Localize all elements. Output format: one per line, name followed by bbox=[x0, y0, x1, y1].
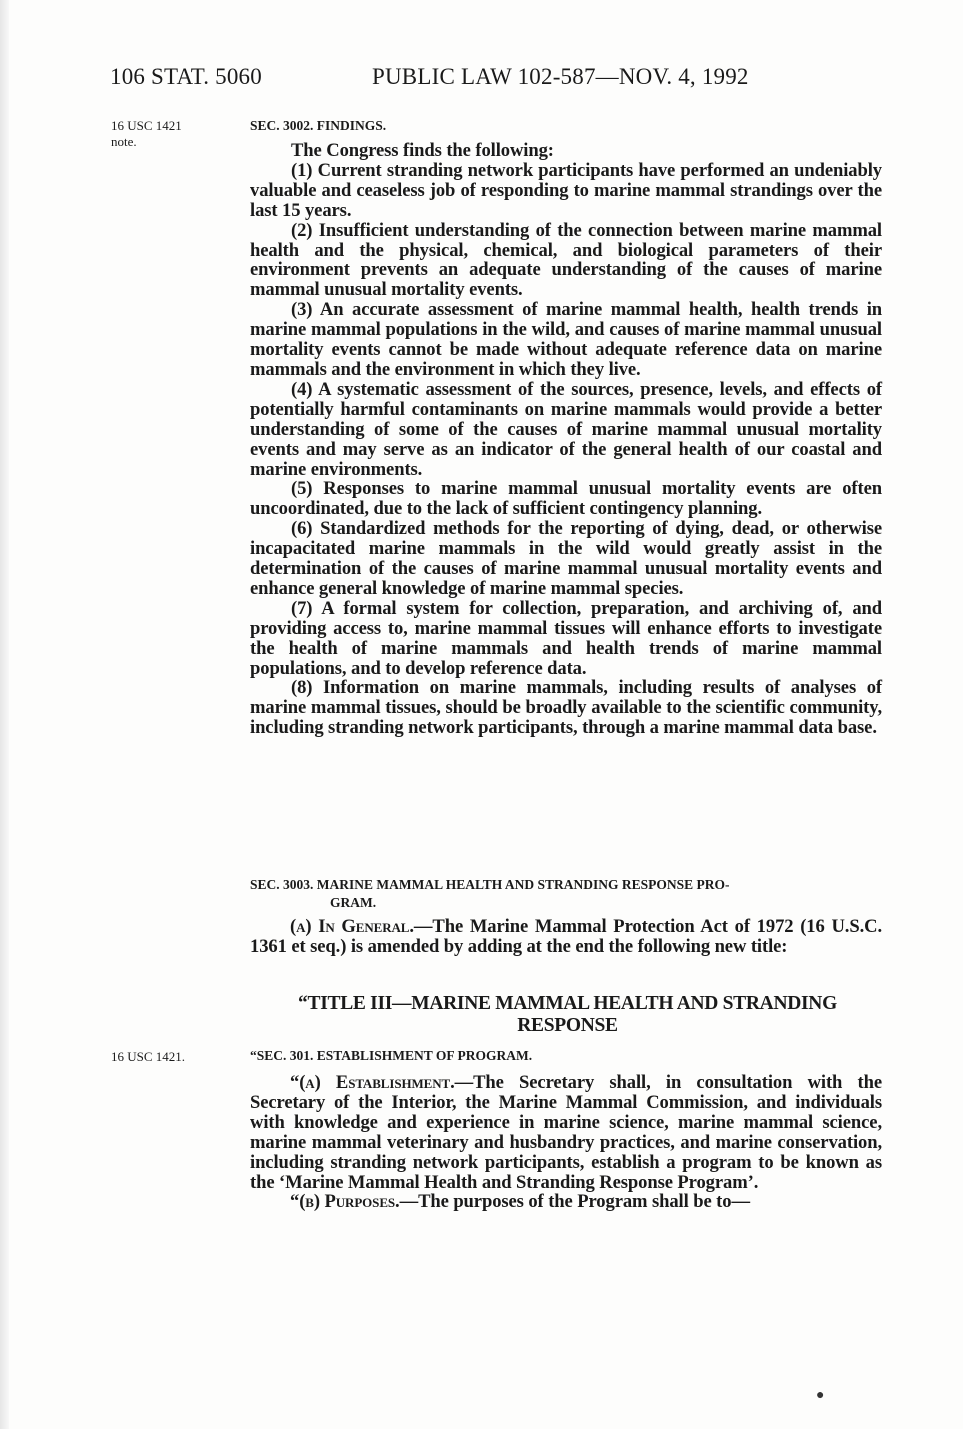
margin-note-usc-1421: 16 USC 1421. bbox=[111, 1049, 186, 1064]
subsection-b-purposes bbox=[250, 1192, 882, 1212]
subsection-a-establishment bbox=[250, 1073, 882, 1192]
establishment-text: —The Secretary shall, in consultation with the Secretary of the Interior, the Marine Mammal Commission, and individuals with knowledge and experience in marine science, marine mammal science, marine mammal veterinary and husbandry practices, and marine conservation, including stranding network participants, establish a program to be known as the ‘Marine Mammal Health and Stranding Response Program’. bbox=[250, 1072, 883, 1193]
finding-4: (4) A systematic assessment of the sources, presence, levels, and effects of potentially harmful contaminants on marine mammals would provide a better understanding of some of the causes of marine mammal unusual mortality events and may serve as an indicator of the general health of our coastal and marine environments. bbox=[250, 378, 882, 480]
establishment-label: “(a) Establishment. bbox=[290, 1072, 455, 1093]
finding-2: (2) Insufficient understanding of the connection between marine mammal health and the physical, chemical, and biological parameters of their environment prevents an adequate understanding of the causes of marine mammal unusual mortality events. bbox=[250, 219, 882, 301]
finding-3: (3) An accurate assessment of marine mammal health, health trends in marine mammal populations in the wild, and causes of marine mammal unusual mortality events cannot be made without adequate reference data on marine mammals and the environment in which they live. bbox=[250, 299, 882, 380]
section-3002-body bbox=[250, 141, 882, 738]
section-3003-body bbox=[250, 917, 882, 957]
title-iii-line2: RESPONSE bbox=[517, 1015, 618, 1036]
section-3003-heading-line2: GRAM. bbox=[330, 895, 377, 910]
finding-7: (7) A formal system for collection, preparation, and archiving of, and providing access to, marine mammal tissues will enhance efforts to investigate the health of marine mammals and health trends of marine mammal populations, and to develop reference data. bbox=[250, 597, 882, 679]
subsection-a-text: —The Marine Mammal Protection Act of 1972 (16 U.S.C. 1361 et seq.) is amended by adding at the end the following new title: bbox=[250, 916, 882, 957]
stat-page-reference: 106 STAT. 5060 bbox=[110, 64, 262, 89]
subsection-a-label: (a) In General. bbox=[290, 916, 414, 937]
finding-5: (5) Responses to marine mammal unusual mortality events are often uncoordinated, due to the lack of sufficient contingency planning. bbox=[250, 478, 882, 520]
section-301-body bbox=[250, 1073, 882, 1212]
public-law-date: PUBLIC LAW 102-587—NOV. 4, 1992 bbox=[372, 64, 749, 89]
section-3002-heading: SEC. 3002. FINDINGS. bbox=[250, 118, 387, 133]
title-iii-heading bbox=[245, 993, 890, 1037]
margin-note-line: note. bbox=[111, 134, 137, 149]
section-3003-heading-line1: SEC. 3003. MARINE MAMMAL HEALTH AND STRANDING RESPONSE PRO- bbox=[250, 877, 730, 892]
purposes-label: “(b) Purposes. bbox=[290, 1191, 400, 1213]
section-301-heading: “SEC. 301. ESTABLISHMENT OF PROGRAM. bbox=[250, 1048, 533, 1063]
margin-note-usc-1421-note bbox=[111, 118, 182, 150]
title-iii-line1: “TITLE III—MARINE MAMMAL HEALTH AND STRANDING bbox=[298, 993, 837, 1014]
margin-note-line: 16 USC 1421 bbox=[111, 118, 182, 133]
finding-8: (8) Information on marine mammals, including results of analyses of marine mammal tissues, should be broadly available to the scientific community, including stranding network participants, through a marine mammal data base. bbox=[250, 677, 882, 739]
purposes-text: —The purposes of the Program shall be to— bbox=[399, 1191, 750, 1213]
subsection-a-in-general bbox=[250, 917, 882, 957]
scan-speck-icon: ● bbox=[816, 1388, 825, 1403]
section-3003-heading bbox=[250, 876, 890, 912]
findings-intro: The Congress finds the following: bbox=[291, 140, 554, 161]
finding-1: (1) Current stranding network participants have performed an undeniably valuable and ceaseless job of responding to marine mammal strandings over the last 15 years. bbox=[250, 159, 882, 221]
finding-6: (6) Standardized methods for the reporting of dying, dead, or otherwise incapacitated marine mammals in the wild would greatly assist in the determination of the causes of marine mammal unusual mortality events and enhance general knowledge of marine mammal species. bbox=[250, 518, 882, 599]
